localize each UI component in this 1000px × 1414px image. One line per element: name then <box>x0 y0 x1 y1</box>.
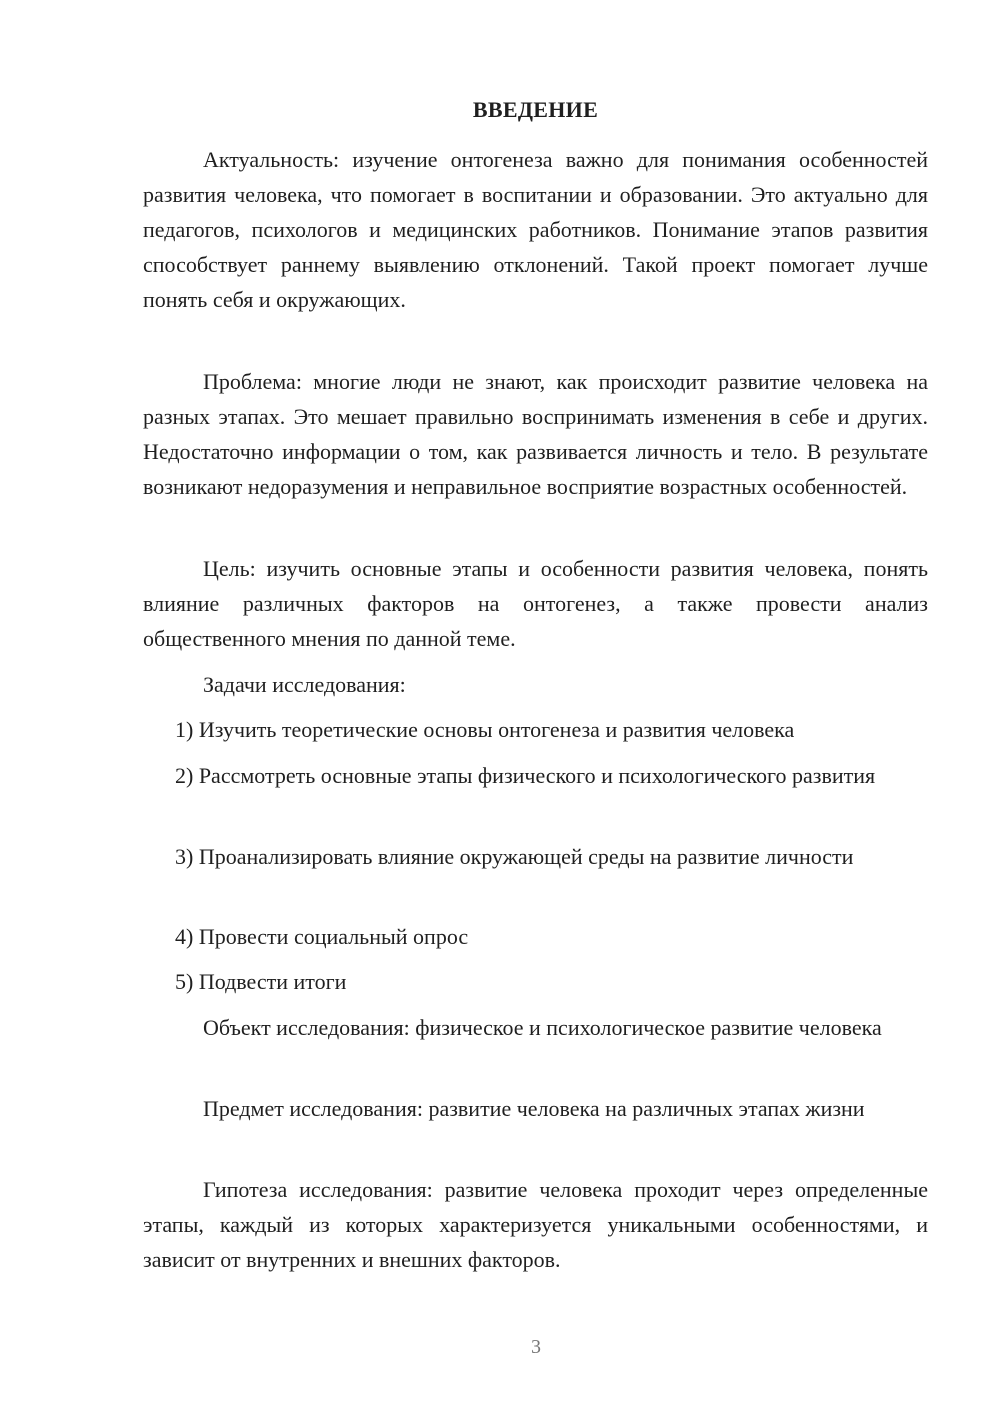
task-item-3: 3) Проанализировать влияние окружающей среды на развитие личности <box>175 844 854 869</box>
object-paragraph: Объект исследования: физическое и психологическое развитие человека <box>203 1015 882 1040</box>
page-title: ВВЕДЕНИЕ <box>472 97 599 122</box>
task-item-1: 1) Изучить теоретические основы онтогенеза и развития человека <box>175 717 795 742</box>
problem-paragraph: Проблема: многие люди не знают, как происходит развитие человека на разных этапах. Это мешает правильно воспринимать изменения в себе и других. Недостаточно информации о том, как развивается личность и тело. В результате возникают недоразумения и неправильное восприятие возрастных особенностей. <box>143 369 928 499</box>
task-item-2: 2) Рассмотреть основные этапы физического и психологического развития <box>175 763 876 788</box>
tasks-title: Задачи исследования: <box>203 672 406 697</box>
hypothesis-paragraph: Гипотеза исследования: развитие человека проходит через определенные этапы, каждый из которых характеризуется уникальными особенностями, и зависит от внутренних и внешних факторов. <box>143 1177 928 1272</box>
task-item-5: 5) Подвести итоги <box>175 969 347 994</box>
task-item-4: 4) Провести социальный опрос <box>175 924 469 949</box>
relevance-paragraph: Актуальность: изучение онтогенеза важно для понимания особенностей развития человека, что помогает в воспитании и образовании. Это актуально для педагогов, психологов и медицинских работников. Понимание этапов развития способствует раннему выявлению отклонений. Такой проект помогает лучше понять себя и окружающих. <box>143 147 928 312</box>
goal-paragraph: Цель: изучить основные этапы и особенности развития человека, понять влияние различных факторов на онтогенез, а также провести анализ общественного мнения по данной теме. <box>143 556 928 651</box>
subject-paragraph: Предмет исследования: развитие человека на различных этапах жизни <box>203 1096 865 1121</box>
page-number: 3 <box>531 1336 541 1358</box>
